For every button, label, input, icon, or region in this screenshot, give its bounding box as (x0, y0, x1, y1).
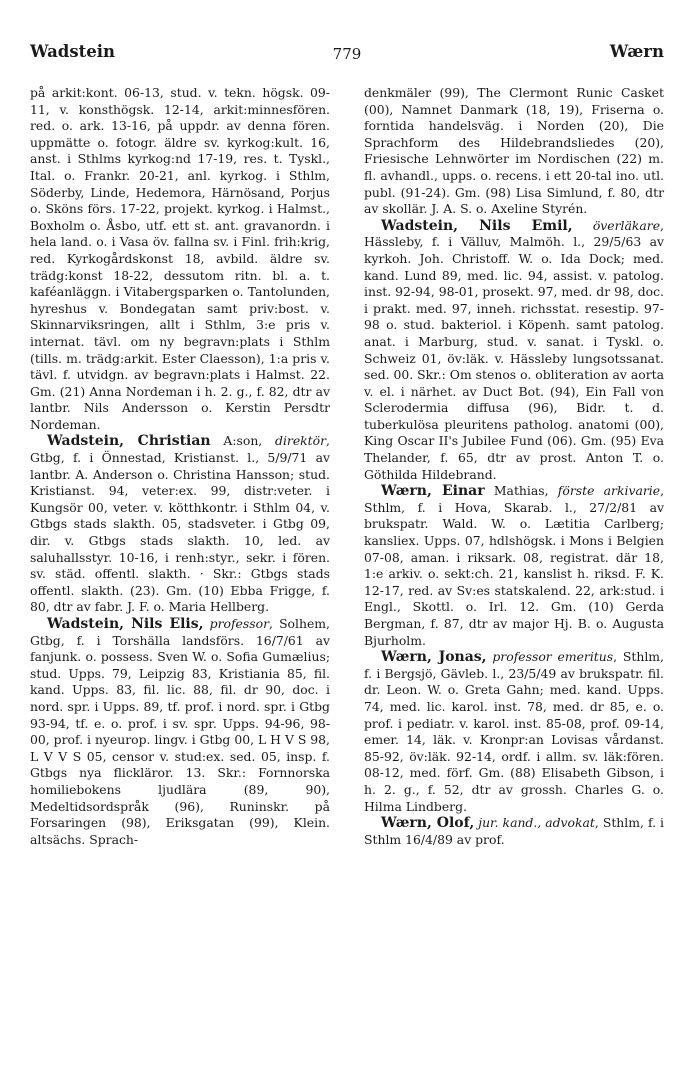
biography-entry (364, 649, 664, 815)
entry-body: Mathias, förste arkivarie, Sthlm, f. i Hova, Skarab. l., 27/2/81 av brukspatr. Wald. W. o. Lætitia Carlberg; kansliex. Upps. 07, hdlshögsk. i Mons i Belgien 07-08, aman. i riksark. 08, registrat. där 18, 1:e arkiv. o. sekt:ch. 21, kanslist h. riksd. F. K. 12-17, red. av Sv:es statskalend. 22, ark:stud. i Engl., Skottl. o. Irl. 12. Gm. (10) Gerda Bergman, f. 87, dtr av major Hj. B. o. Augusta Bjurholm. (364, 483, 665, 648)
entry-headword: Wærn, Einar (381, 483, 485, 500)
entry-headword: Wærn, Olof, (381, 815, 475, 832)
biography-entry (364, 815, 664, 848)
entry-headword: Wadstein, Nils Emil, (381, 217, 573, 234)
entry-title: överläkare (592, 217, 661, 233)
biography-entry (30, 433, 330, 616)
entry-headword: Wærn, Jonas, (381, 649, 487, 666)
entry-body: professor emeritus, Sthlm, f. i Bergsjö, Gävleb. l., 23/5/49 av brukspatr. fil. dr. Leon. W. o. Greta Gahn; med. kand. Upps. 74, med. lic. karol. inst. 78, med. dr 85, e. o. prof. i pediatr. v. karol. inst. 85-08, prof. 09-14, emer. 14, läk. v. Kronpr:an Lovisas vårdanst. 85-92, öv:läk. 92-14, ordf. i allm. sv. läk:fören. 08-12, med. förf. Gm. (88) Elisabeth Gibson, i h. 2. g., f. 52, dtr av grossh. Charles G. o. Hilma Lindberg. (364, 649, 664, 814)
entry-title: direktör (275, 433, 327, 449)
biography-entry (30, 616, 330, 848)
left-column (30, 85, 330, 848)
entry-continuation: på arkit:kont. 06-13, stud. v. tekn. högsk. 09-11, v. konsthögsk. 12-14, arkit:minnesfören. red. o. ark. 13-16, på uppdr. av denna fören. uppmätte o. fotogr. äldre sv. kyrkog:kult. 16, anst. i Sthlms kyrkog:nd 17-19, res. t. Tyskl., Ital. o. Frankr. 20-21, anl. kyrkog. i Sthlm, Söderby, Linde, Hedemora, Härnösand, Porjus o. Sköns förs. 17-22, projekt. kyrkog. i Halmst., Boxholm o. Åsbo, utf. ett st. ant. gravanordn. i hela land. o. i Vasa öv. fallna sv. i Finl. frih:krig, red. Kyrkogårdskonst 18, avbild. äldre sv. trädg:konst 18-22, dessutom ritn. bl. a. t. kaféanläggn. i Vitabergsparken o. Tantolunden, hyreshus v. Bondegatan samt priv:bost. v. Skinnarviksringen, allt i Sthlm, 3:e pris v. internat. tävl. om ny begravn:plats i Sthlm (tills. m. trädg:arkit. Ester Claesson), 1:a pris v. tävl. f. utvidgn. av begravn:plats i Halmst. 22. Gm. (21) Anna Nordeman i h. 2. g., f. 82, dtr av lantbr. Nils Andersson o. Kerstin Persdtr Nordeman. (30, 85, 330, 432)
entry-body: professor, Solhem, Gtbg, f. i Torshälla landsförs. 16/7/61 av fanjunk. o. possess. Sven W. o. Sofia Gumælius; stud. Upps. 79, Leipzig 83, Kristiania 85, fil. kand. Upps. 83, fil. lic. 88, fil. dr 90, doc. i nord. spr. i Upps. 89, tf. prof. i nord. spr. i Gtbg 93-94, tf. e. o. prof. i sv. spr. Upps. 94-96, 98-00, prof. i nyeurop. lingv. i Gtbg 00, L H V S 98, L V V S 05, censor v. stud:ex. sed. 05, insp. f. Gtbgs nya flickläror. 13. Skr.: Fornnorska homiliebokens ljudlära (89, 90), Medeltidsordspråk (96), Runinskr. på Forsaringen (98), Eriksgatan (99), Klein. altsächs. Sprach- (30, 616, 330, 847)
header-right-word: Wærn (609, 42, 664, 61)
entry-title: förste arkivarie (557, 483, 661, 499)
right-column (364, 85, 664, 848)
biography-entry (364, 218, 664, 484)
entry-body: överläkare, Hässleby, f. i Välluv, Malmöh. l., 29/5/63 av kyrkoh. Joh. Christoff. W. o. Ida Dock; med. kand. Lund 89, med. lic. 94, assist. v. patolog. inst. 92-94, 98-01, prosekt. 97, med. dr 98, doc. i prakt. med. 97, inneh. richsstat. resestip. 97-98 o. stud. bakteriol. i Köpenh. samt patolog. anat. i Marburg, stud. v. sanat. i Tyskl. o. Schweiz 01, öv:läk. v. Hässleby lungsotssanat. sed. 00. Skr.: Om stenos o. obliteration av aorta v. el. i närhet. av Duct Bot. (94), Ein Fall von Sclerodermia diffusa (96), Bidr. t. d. tuberkulösa pleuritens patholog. anatomi (00), King Oscar II's Jubilee Fund (06). Gm. (95) Eva Thelander, f. 65, dtr av prost. Anton T. o. Göthilda Hildebrand. (364, 217, 664, 482)
running-header (30, 42, 664, 68)
page-number: 779 (332, 45, 362, 63)
entry-title: professor (209, 616, 269, 631)
entry-continuation: denkmäler (99), The Clermont Runic Casket (00), Namnet Danmark (18, 19), Friserna o. forntida handelsväg. i Norden (20), Die Sprachform des Hildebrandsliedes (20), Friesische Lehnwörter im Nordischen (22) m. fl. avhandl., upps. o. recens. i ett 20-tal ino. utl. publ. (91-24). Gm. (98) Lisa Simlund, f. 80, dtr av skollär. J. A. S. o. Axeline Styrén. (364, 85, 664, 217)
header-left-word: Wadstein (30, 42, 115, 61)
entry-headword: Wadstein, Christian (47, 433, 211, 450)
biography-entry (364, 483, 664, 649)
entry-body: A:son, direktör, Gtbg, f. i Önnestad, Kristianst. l., 5/9/71 av lantbr. A. Anderson o. Christina Hansson; stud. Kristianst. 94, veter:ex. 99, distr:veter. i Kungsör 00, veter. v. kötthkontr. i Sthlm 04, v. Gtbgs stads slakth. 05, stadsveter. i Gtbg 09, dir. v. Gtbgs stads slakth. 10, led. av saluhallsstyr. 10-16, i renh:styr., sekr. i fören. sv. städ. offentl. slakth. · Skr.: Gtbgs stads offentl. slakth. (23). Gm. (10) Ebba Frigge, f. 80, dtr av fabr. J. F. o. Maria Hellberg. (30, 433, 330, 615)
entry-body: jur. kand., advokat, Sthlm, f. i Sthlm 16/4/89 av prof. (364, 815, 664, 847)
entry-title: professor emeritus (492, 649, 614, 665)
entry-headword: Wadstein, Nils Elis, (47, 616, 204, 632)
entry-title: jur. kand., advokat (478, 815, 595, 831)
